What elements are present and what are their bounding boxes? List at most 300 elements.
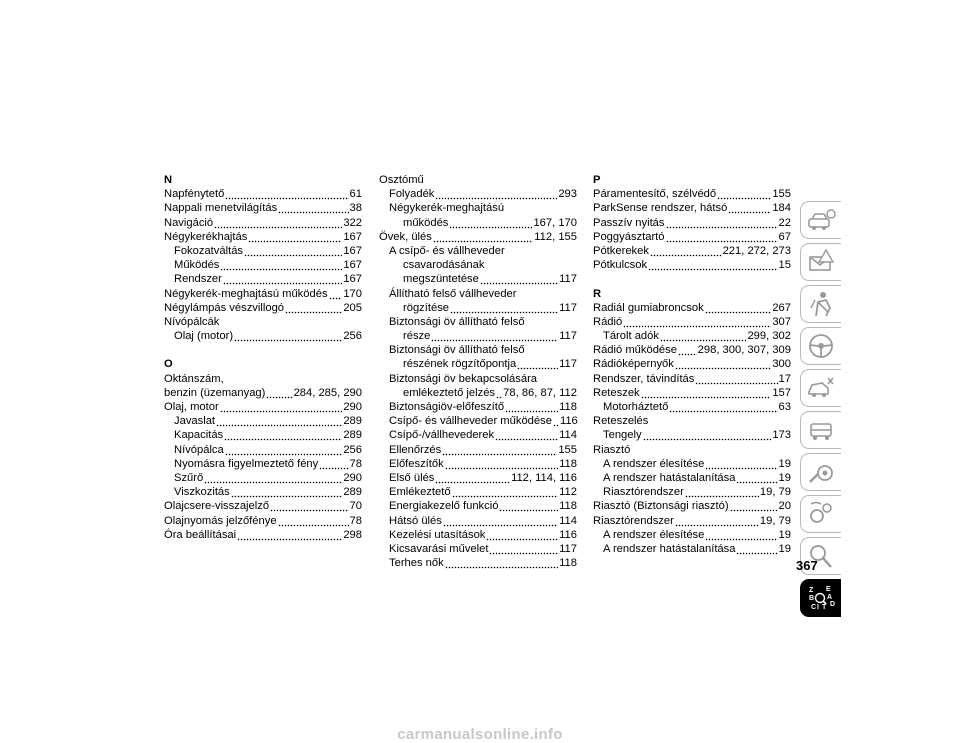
entry-page-ref[interactable]: 112 [559, 486, 577, 499]
entry-page-ref[interactable]: 167 [343, 259, 362, 272]
index-entry[interactable] [164, 400, 362, 414]
entry-page-ref[interactable]: 22 [778, 216, 791, 229]
car-info-icon [806, 206, 836, 234]
entry-term: Pótkerekek [593, 244, 649, 257]
entry-page-ref[interactable]: 298, 300, 307, 309 [697, 344, 791, 357]
index-entry[interactable] [593, 216, 791, 230]
entry-page-ref[interactable]: 116 [559, 415, 578, 428]
entry-term: Négylámpás vészvillogó [164, 301, 285, 314]
index-entry[interactable] [593, 315, 791, 329]
dot-leader [675, 514, 759, 528]
entry-term: A rendszer hatástalanítása [603, 471, 736, 484]
entry-page-ref[interactable]: 19 [778, 471, 791, 484]
entry-page-ref[interactable]: 19 [778, 542, 791, 555]
entry-page-ref[interactable]: 289 [343, 486, 362, 499]
entry-term: Négykerék-meghajtású működés [164, 287, 328, 300]
dot-leader [329, 287, 343, 301]
index-entry[interactable] [593, 514, 791, 528]
entry-page-ref[interactable]: 38 [349, 202, 362, 215]
entry-page-ref[interactable]: 300 [772, 358, 791, 371]
page-number: 367 [796, 558, 818, 573]
entry-term: Tengely [603, 429, 642, 442]
index-entry [164, 372, 362, 386]
entry-page-ref[interactable]: 157 [772, 386, 791, 399]
index-entry[interactable] [379, 471, 577, 485]
dot-leader [435, 187, 557, 201]
dot-leader [204, 471, 342, 485]
entry-term: Első ülés [389, 471, 435, 484]
dot-leader [486, 528, 558, 542]
dot-leader [717, 187, 771, 201]
spacer [593, 272, 791, 286]
index-entry [379, 244, 577, 258]
entry-term: Navigáció [164, 216, 214, 229]
car-service-icon [806, 416, 836, 444]
entry-term: Fokozatváltás [174, 244, 244, 257]
entry-term: Nappali menetvilágítás [164, 202, 278, 215]
dot-leader [234, 329, 342, 343]
dot-leader [678, 343, 697, 357]
dot-leader [442, 443, 557, 457]
index-entry[interactable] [164, 428, 362, 442]
section-letter: P [593, 174, 601, 186]
spacer [164, 343, 362, 357]
dot-leader [705, 528, 777, 542]
entry-page-ref[interactable]: 20 [778, 500, 791, 513]
index-entry [379, 315, 577, 329]
dot-leader [489, 542, 558, 556]
entry-term: Olajcsere-visszajelző [164, 500, 270, 513]
dot-leader [650, 244, 722, 258]
dot-leader [216, 414, 342, 428]
index-entry[interactable] [379, 443, 577, 457]
index-entry[interactable] [593, 542, 791, 556]
index-entry[interactable] [593, 457, 791, 471]
entry-page-ref[interactable]: 298 [343, 528, 362, 541]
index-entry[interactable] [379, 556, 577, 570]
entry-page-ref[interactable]: 289 [343, 415, 362, 428]
index-entry[interactable] [593, 329, 791, 343]
dot-leader [505, 400, 558, 414]
index-entry[interactable] [379, 386, 577, 400]
entry-term: rögzítése [403, 301, 450, 314]
dot-leader [666, 216, 778, 230]
index-letter: A [827, 594, 833, 601]
section-letter: O [164, 358, 173, 371]
index-entry[interactable] [379, 428, 577, 442]
entry-page-ref[interactable]: 173 [772, 429, 791, 442]
index-entry[interactable] [379, 400, 577, 414]
entry-page-ref[interactable]: 167, 170 [533, 216, 577, 229]
entry-page-ref[interactable]: 256 [343, 330, 362, 343]
entry-term: Állítható felső vállheveder [389, 287, 517, 300]
entry-term: Osztómű [379, 174, 424, 186]
tab-driving[interactable] [800, 327, 841, 365]
entry-page-ref[interactable]: 117 [559, 358, 577, 371]
entry-term: Biztonsági öv állítható felső [389, 315, 525, 328]
index-entry[interactable] [593, 372, 791, 386]
entry-page-ref[interactable]: 70 [349, 500, 362, 513]
entry-page-ref[interactable]: 256 [343, 443, 362, 456]
index-column-3 [593, 173, 791, 556]
dot-leader [450, 301, 558, 315]
dot-leader [675, 357, 771, 371]
dot-leader [452, 485, 559, 499]
index-entry[interactable] [164, 485, 362, 499]
entry-page-ref[interactable]: 112, 114, 116 [511, 471, 577, 484]
entry-term: Tárolt adók [603, 330, 659, 343]
dot-leader [445, 457, 558, 471]
entry-page-ref[interactable]: 221, 272, 273 [722, 244, 791, 257]
index-entry[interactable] [593, 528, 791, 542]
entry-term: Biztonságiöv-előfeszítő [389, 401, 505, 413]
dot-leader [641, 386, 772, 400]
entry-page-ref[interactable]: 117 [559, 330, 577, 343]
dot-leader [669, 400, 777, 414]
index-entry[interactable] [164, 414, 362, 428]
entry-page-ref[interactable]: 78 [349, 457, 362, 470]
entry-term: Pótkulcsok [593, 259, 648, 272]
entry-term: A rendszer élesítése [603, 528, 705, 541]
wrench-gear-icon [806, 458, 836, 486]
index-entry[interactable] [593, 301, 791, 315]
index-entry[interactable] [164, 201, 362, 215]
entry-term: Riasztórendszer [593, 514, 674, 527]
index-entry[interactable] [379, 272, 577, 286]
entry-term: megszüntetése [403, 273, 479, 286]
index-entry[interactable] [164, 272, 362, 286]
tab-warnings[interactable] [800, 243, 841, 281]
entry-term: Páramentesítő, szélvédő [593, 188, 717, 201]
entry-term: Rádió [593, 315, 623, 328]
entry-term: Olajnyomás jelzőfénye [164, 514, 277, 527]
index-entry [379, 173, 577, 187]
entry-term: Rádióképernyők [593, 358, 674, 371]
entry-page-ref[interactable]: 118 [559, 457, 577, 470]
entry-term: A rendszer élesítése [603, 457, 705, 470]
dot-leader [435, 471, 510, 485]
tab-safety[interactable] [800, 285, 841, 323]
index-column-2 [379, 173, 577, 570]
entry-page-ref[interactable]: 112, 155 [534, 230, 577, 243]
dot-leader [220, 258, 342, 272]
car-crash-icon [806, 374, 836, 402]
entry-term: Rendszer, távindítás [593, 372, 695, 385]
section-letter: R [593, 287, 602, 300]
entry-term: Olaj (motor) [174, 330, 234, 343]
index-letter: C [811, 604, 817, 611]
entry-term: A csípő- és vállheveder [389, 244, 505, 257]
dot-leader [736, 542, 777, 556]
entry-page-ref[interactable]: 17 [778, 372, 791, 385]
entry-page-ref[interactable]: 155 [558, 443, 577, 456]
index-entry[interactable] [379, 230, 577, 244]
dot-leader [237, 528, 342, 542]
entry-term: Kicsavarási művelet [389, 542, 489, 555]
dot-leader [495, 428, 558, 442]
dot-leader [224, 428, 342, 442]
index-entry [379, 201, 577, 215]
entry-page-ref[interactable]: 78, 86, 87, 112 [503, 386, 577, 399]
entry-page-ref[interactable]: 19, 79 [759, 486, 791, 499]
dot-leader [648, 258, 777, 272]
entry-term: Passzív nyitás [593, 216, 665, 229]
dot-leader [431, 329, 558, 343]
index-entry[interactable] [164, 244, 362, 258]
entry-term: Javaslat [174, 415, 216, 428]
index-entry[interactable] [164, 443, 362, 457]
dot-leader [705, 301, 772, 315]
index-entry[interactable] [379, 514, 577, 528]
entry-term: Motorháztető [603, 401, 669, 413]
dot-leader [449, 216, 532, 230]
entry-term: Radiál gumiabroncsok [593, 301, 704, 314]
entry-term: részének rögzítőpontja [403, 358, 517, 371]
index-letter: T [822, 604, 827, 611]
dot-leader [278, 201, 348, 215]
index-entry[interactable] [593, 201, 791, 215]
index-entry[interactable] [379, 357, 577, 371]
entry-page-ref[interactable]: 184 [772, 202, 791, 215]
dot-leader [231, 485, 343, 499]
dot-leader [496, 386, 502, 400]
tab-emergency[interactable] [800, 369, 841, 407]
dot-leader [285, 301, 342, 315]
watermark: carmanualsonline.info [397, 726, 563, 743]
index-entry[interactable] [593, 258, 791, 272]
entry-term: Óra beállításai [164, 528, 237, 541]
index-entry[interactable] [164, 230, 362, 244]
entry-term: Biztonsági öv bekapcsolására [389, 372, 538, 385]
index-entry[interactable] [164, 329, 362, 343]
entry-term: Hátsó ülés [389, 514, 442, 527]
dot-leader [433, 230, 533, 244]
index-entry[interactable] [379, 528, 577, 542]
index-entry[interactable] [379, 499, 577, 513]
entry-term: Kezelési utasítások [389, 528, 486, 541]
entry-term: Napfénytető [164, 188, 225, 201]
dot-leader [225, 187, 348, 201]
entry-term: Négykerék-meghajtású [389, 202, 505, 215]
tab-specifications[interactable] [800, 495, 841, 533]
entry-page-ref[interactable]: 78 [349, 514, 362, 527]
index-entry[interactable] [164, 386, 362, 400]
entry-page-ref[interactable]: 299, 302 [747, 330, 791, 343]
entry-page-ref[interactable]: 15 [778, 259, 791, 272]
entry-page-ref[interactable]: 114 [559, 429, 577, 442]
entry-term: Biztonsági öv állítható felső [389, 344, 525, 357]
entry-term: Viszkozitás [174, 486, 230, 499]
entry-term: csavarodásának [403, 259, 485, 272]
entry-term: Riasztó (Biztonsági riasztó) [593, 500, 729, 513]
index-column-1 [164, 173, 362, 542]
entry-page-ref[interactable]: 289 [343, 429, 362, 442]
dot-leader [730, 499, 778, 513]
dot-leader [220, 400, 343, 414]
index-entry[interactable] [379, 187, 577, 201]
dot-leader [643, 428, 772, 442]
entry-term: Reteszek [593, 386, 640, 399]
entry-term: A rendszer hatástalanítása [603, 542, 736, 555]
entry-term: Csípő- és vállheveder működése [389, 415, 552, 428]
dot-leader [623, 315, 771, 329]
index-entry[interactable] [164, 287, 362, 301]
index-entry[interactable] [164, 514, 362, 528]
index-entry[interactable] [164, 457, 362, 471]
entry-page-ref[interactable]: 167 [343, 273, 362, 286]
index-entry[interactable] [593, 357, 791, 371]
entry-page-ref[interactable]: 19, 79 [759, 514, 791, 527]
entry-page-ref[interactable]: 290 [343, 471, 362, 484]
entry-term: Olaj, motor [164, 401, 219, 413]
index-letter: D [830, 601, 836, 608]
index-entry[interactable] [593, 428, 791, 442]
entry-page-ref[interactable]: 170 [343, 287, 362, 300]
dot-leader [248, 230, 342, 244]
entry-term: Terhes nők [389, 557, 444, 570]
index-entry [379, 287, 577, 301]
entry-page-ref[interactable]: 118 [559, 401, 577, 413]
entry-term: része [403, 330, 431, 343]
dot-leader [443, 514, 558, 528]
entry-page-ref[interactable]: 116 [559, 528, 577, 541]
entry-term: Előfeszítők [389, 457, 444, 470]
entry-page-ref[interactable]: 118 [559, 500, 577, 513]
tab-car-info[interactable] [800, 201, 841, 239]
entry-term: Reteszelés [593, 415, 649, 428]
dot-leader [319, 457, 348, 471]
dot-leader [736, 471, 777, 485]
index-entry[interactable] [379, 414, 577, 428]
tab-maintenance[interactable] [800, 453, 841, 491]
entry-page-ref[interactable]: 167 [343, 230, 362, 243]
tab-index[interactable] [800, 579, 841, 617]
index-entry [379, 258, 577, 272]
entry-page-ref[interactable]: 117 [559, 301, 577, 314]
entry-page-ref[interactable]: 293 [558, 188, 577, 201]
index-entry [379, 343, 577, 357]
index-entry [593, 414, 791, 428]
entry-page-ref[interactable]: 267 [772, 301, 791, 314]
entry-term: Poggyásztartó [593, 230, 665, 243]
entry-page-ref[interactable]: 114 [559, 514, 577, 527]
entry-page-ref[interactable]: 155 [772, 188, 791, 201]
entry-page-ref[interactable]: 61 [349, 188, 362, 201]
entry-term: Szűrő [174, 471, 204, 484]
alphabet-index-icon [806, 584, 836, 612]
index-entry[interactable] [164, 187, 362, 201]
index-entry[interactable] [164, 471, 362, 485]
dot-leader [695, 372, 777, 386]
entry-page-ref[interactable]: 19 [778, 457, 791, 470]
index-entry[interactable] [593, 343, 791, 357]
index-entry[interactable] [379, 457, 577, 471]
index-entry[interactable] [379, 542, 577, 556]
index-entry[interactable] [379, 216, 577, 230]
entry-page-ref[interactable]: 167 [343, 244, 362, 257]
entry-term: Riasztórendszer [603, 486, 684, 499]
index-entry[interactable] [593, 230, 791, 244]
index-letter: E [826, 586, 831, 593]
entry-term: Oktánszám, [164, 372, 224, 385]
entry-page-ref[interactable]: 19 [778, 528, 791, 541]
entry-term: Energiakezelő funkció [389, 500, 499, 513]
index-entry[interactable] [593, 386, 791, 400]
index-entry[interactable] [164, 528, 362, 542]
entry-term: Nívópálca [174, 443, 224, 456]
dot-leader [223, 272, 342, 286]
index-entry[interactable] [164, 499, 362, 513]
entry-page-ref[interactable]: 322 [343, 216, 362, 229]
index-entry[interactable] [593, 499, 791, 513]
tab-service[interactable] [800, 411, 841, 449]
entry-term: működés [403, 216, 449, 229]
entry-term: Nívópálcák [164, 315, 220, 328]
index-entry[interactable] [379, 301, 577, 315]
dot-leader [666, 230, 778, 244]
entry-term: emlékeztető jelzés [403, 386, 496, 399]
dot-leader [685, 485, 759, 499]
entry-page-ref[interactable]: 284, 285, 290 [293, 386, 362, 399]
index-entry [379, 372, 577, 386]
dot-leader [705, 457, 777, 471]
entry-term: Rádió működése [593, 344, 677, 357]
entry-page-ref[interactable]: 67 [778, 230, 791, 243]
index-entry[interactable] [164, 216, 362, 230]
entry-page-ref[interactable]: 63 [778, 401, 791, 413]
entry-term: Csípő-/vállhevederek [389, 429, 495, 442]
envelope-warning-icon [806, 248, 836, 276]
index-entry[interactable] [593, 244, 791, 258]
index-entry[interactable] [164, 258, 362, 272]
entry-term: Rendszer [174, 273, 222, 286]
dot-leader [660, 329, 746, 343]
steering-wheel-icon [806, 332, 836, 360]
entry-page-ref[interactable]: 205 [343, 301, 362, 314]
entry-term: ParkSense rendszer, hátsó [593, 202, 728, 215]
index-entry[interactable] [593, 400, 791, 414]
entry-term: Nyomásra figyelmeztető fény [174, 457, 319, 470]
entry-term: Ellenőrzés [389, 443, 442, 456]
dot-leader [270, 499, 348, 513]
dot-leader [266, 386, 292, 400]
entry-page-ref[interactable]: 307 [772, 315, 791, 328]
index-entry [164, 315, 362, 329]
index-entry[interactable] [379, 485, 577, 499]
entry-page-ref[interactable]: 118 [559, 557, 577, 570]
entry-term: Emlékeztető [389, 486, 451, 499]
entry-term: Folyadék [389, 188, 435, 201]
entry-page-ref[interactable]: 117 [559, 542, 577, 555]
index-entry[interactable] [164, 301, 362, 315]
index-entry[interactable] [593, 471, 791, 485]
entry-term: Riasztó [593, 443, 631, 456]
seatbelt-person-icon [806, 290, 836, 318]
index-entry[interactable] [379, 329, 577, 343]
dot-leader [517, 357, 558, 371]
dot-leader [225, 443, 343, 457]
entry-term: Övek, ülés [379, 230, 432, 243]
index-entry[interactable] [593, 187, 791, 201]
entry-page-ref[interactable]: 117 [559, 273, 577, 286]
dot-leader [214, 216, 342, 230]
dot-leader [553, 414, 559, 428]
index-entry[interactable] [593, 485, 791, 499]
index-letter: B [809, 595, 815, 602]
dot-leader [445, 556, 558, 570]
index-entry [593, 443, 791, 457]
entry-page-ref[interactable]: 290 [343, 401, 362, 413]
